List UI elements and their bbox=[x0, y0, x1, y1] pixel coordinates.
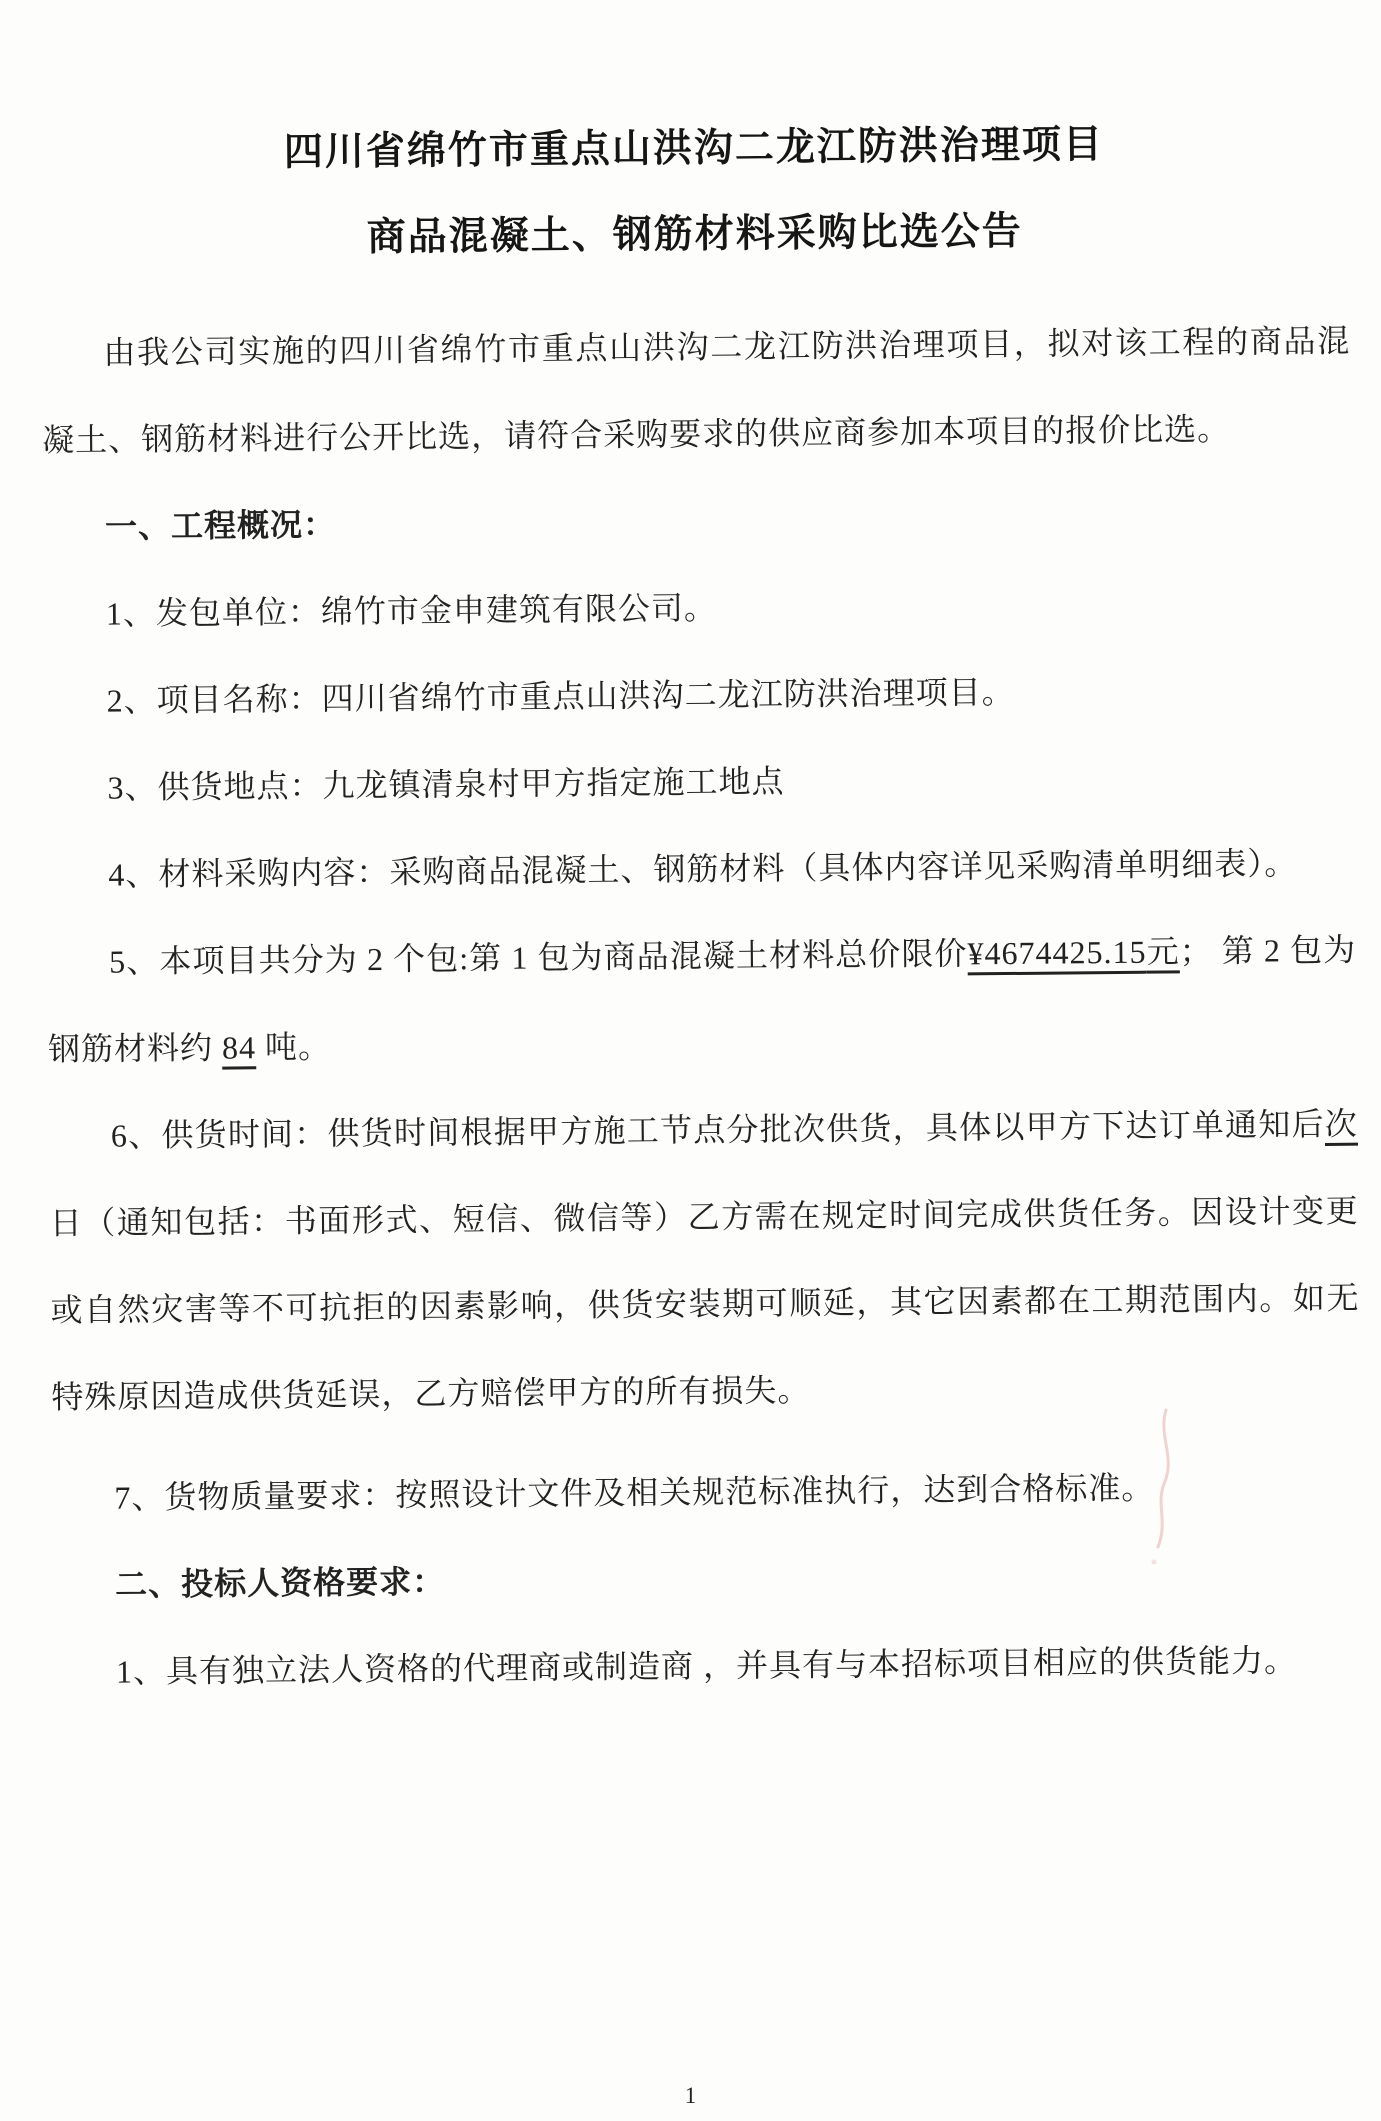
item5-text-1: 5、本项目共分为 2 个包:第 1 包为商品混凝土材料总价限价 bbox=[109, 935, 968, 980]
document-title-line1: 四川省绵竹市重点山洪沟二龙江防洪治理项目 bbox=[283, 123, 1105, 174]
document-title-line2: 商品混凝土、钢筋材料采购比选公告 bbox=[366, 209, 1023, 260]
section1-item-6 bbox=[48, 1081, 1360, 1442]
item5-text-3: 吨。 bbox=[255, 1028, 332, 1066]
yuan-unit-underline: 元 bbox=[1146, 933, 1180, 970]
section1-heading: 一、工程概况： bbox=[104, 506, 337, 545]
section2-item-1: 1、具有独立法人资格的代理商或制造商 ，并具有与本招标项目相应的供货能力。 bbox=[115, 1642, 1298, 1690]
section1-item-1: 1、发包单位：绵竹市金申建筑有限公司。 bbox=[105, 589, 718, 632]
section1-item-4: 4、材料采购内容：采购商品混凝土、钢筋材料（具体内容详见采购清单明细表）。 bbox=[108, 845, 1298, 893]
item6-text-2: 日（通知包括：书面形式、短信、微信等）乙方需在规定时间完成供货任务。因设计变更或自然灾害等不可抗拒的因素影响，供货安装期可顺延，其它因素都在工期范围内。如无特殊原因造成供货延误，乙方赔偿甲方的所有损失。 bbox=[49, 1192, 1360, 1416]
section1-item-7: 7、货物质量要求：按照设计文件及相关规范标准执行，达到合格标准。 bbox=[114, 1469, 1155, 1516]
section1-item-2: 2、项目名称：四川省绵竹市重点山洪沟二龙江防洪治理项目。 bbox=[106, 673, 1015, 719]
price-limit-underline: ¥4674425.15 bbox=[967, 933, 1147, 972]
delivery-day-underline: 次 bbox=[1324, 1105, 1358, 1142]
tonnage-underline: 84 bbox=[221, 1029, 257, 1066]
page-number: 1 bbox=[684, 2083, 697, 2108]
item5-text-2: ； 第 2 包为钢筋材料约 bbox=[47, 931, 1357, 1068]
item6-text-1: 6、供货时间：供货时间根据甲方施工节点分批次供货，具体以甲方下达订单通知后 bbox=[110, 1105, 1325, 1154]
section1-item-5 bbox=[47, 907, 1358, 1094]
page-sheet bbox=[38, 0, 1363, 1716]
intro-paragraph: 由我公司实施的四川省绵竹市重点山洪沟二龙江防洪治理项目，拟对该工程的商品混凝土、钢筋材料进行公开比选，请符合采购要求的供应商参加本项目的报价比选。 bbox=[42, 322, 1351, 459]
section1-item-3: 3、供货地点：九龙镇清泉村甲方指定施工地点 bbox=[107, 763, 785, 806]
section2-heading: 二、投标人资格要求： bbox=[115, 1563, 446, 1603]
